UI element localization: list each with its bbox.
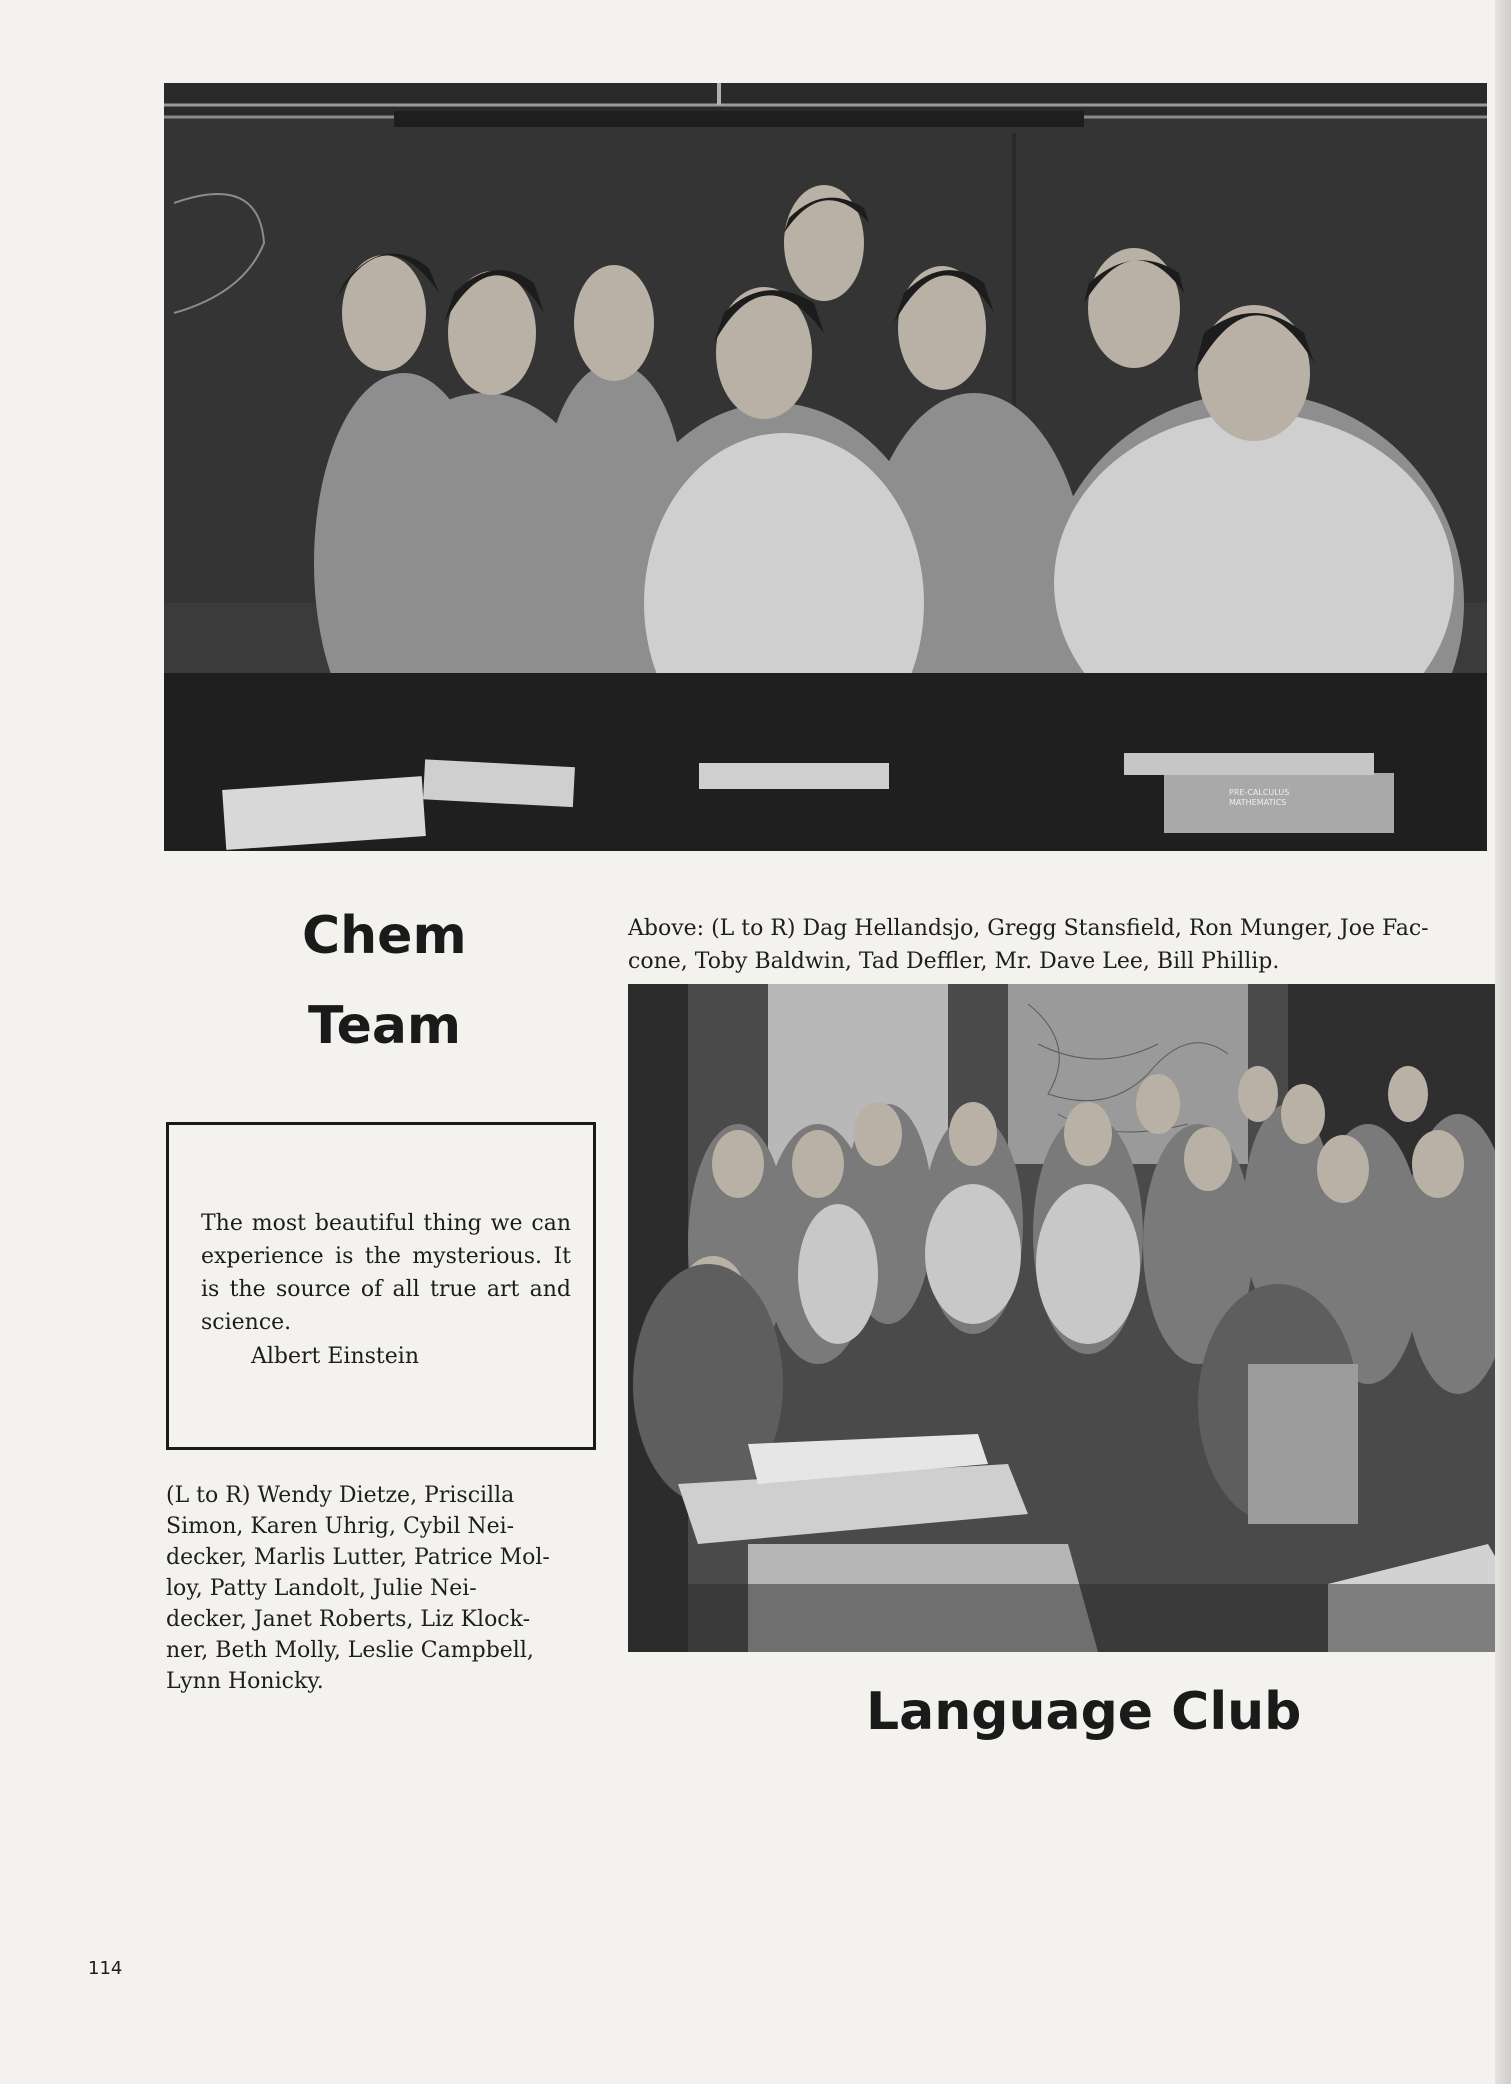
- language-club-caption-line: loy, Patty Landolt, Julie Nei-: [166, 1576, 477, 1601]
- language-club-caption-line: ner, Beth Molly, Leslie Campbell,: [166, 1638, 534, 1663]
- chem-team-caption-line1: Above: (L to R) Dag Hellandsjo, Gregg Stansfield, Ron Munger, Joe Fac-: [628, 916, 1429, 941]
- language-club-caption-line: (L to R) Wendy Dietze, Priscilla: [166, 1483, 515, 1508]
- language-club-caption: [166, 1480, 596, 1697]
- chem-team-photo: [164, 83, 1487, 851]
- chem-team-heading-line2: Team: [308, 996, 462, 1056]
- chem-team-heading-line1: Chem: [302, 906, 467, 966]
- page-edge: [1495, 0, 1511, 2084]
- page-number: 114: [88, 1958, 123, 1979]
- language-club-caption-line: decker, Janet Roberts, Liz Klock-: [166, 1607, 531, 1632]
- language-club-caption-line: Lynn Honicky.: [166, 1669, 324, 1694]
- book-label-line1: PRE-CALCULUS: [1229, 788, 1290, 797]
- quote-text: The most beautiful thing we can experience is the mysterious. It is the source of all true art and science.: [201, 1211, 571, 1335]
- language-club-caption-line: decker, Marlis Lutter, Patrice Mol-: [166, 1545, 550, 1570]
- language-club-caption-line: Simon, Karen Uhrig, Cybil Nei-: [166, 1514, 515, 1539]
- quote-box: [166, 1122, 596, 1450]
- language-club-photo: [628, 984, 1511, 1652]
- book-label-line2: MATHEMATICS: [1229, 798, 1287, 807]
- language-club-heading: Language Club: [866, 1682, 1302, 1742]
- quote-author: Albert Einstein: [251, 1344, 419, 1369]
- chem-team-caption-line2: cone, Toby Baldwin, Tad Deffler, Mr. Dave Lee, Bill Phillip.: [628, 949, 1280, 974]
